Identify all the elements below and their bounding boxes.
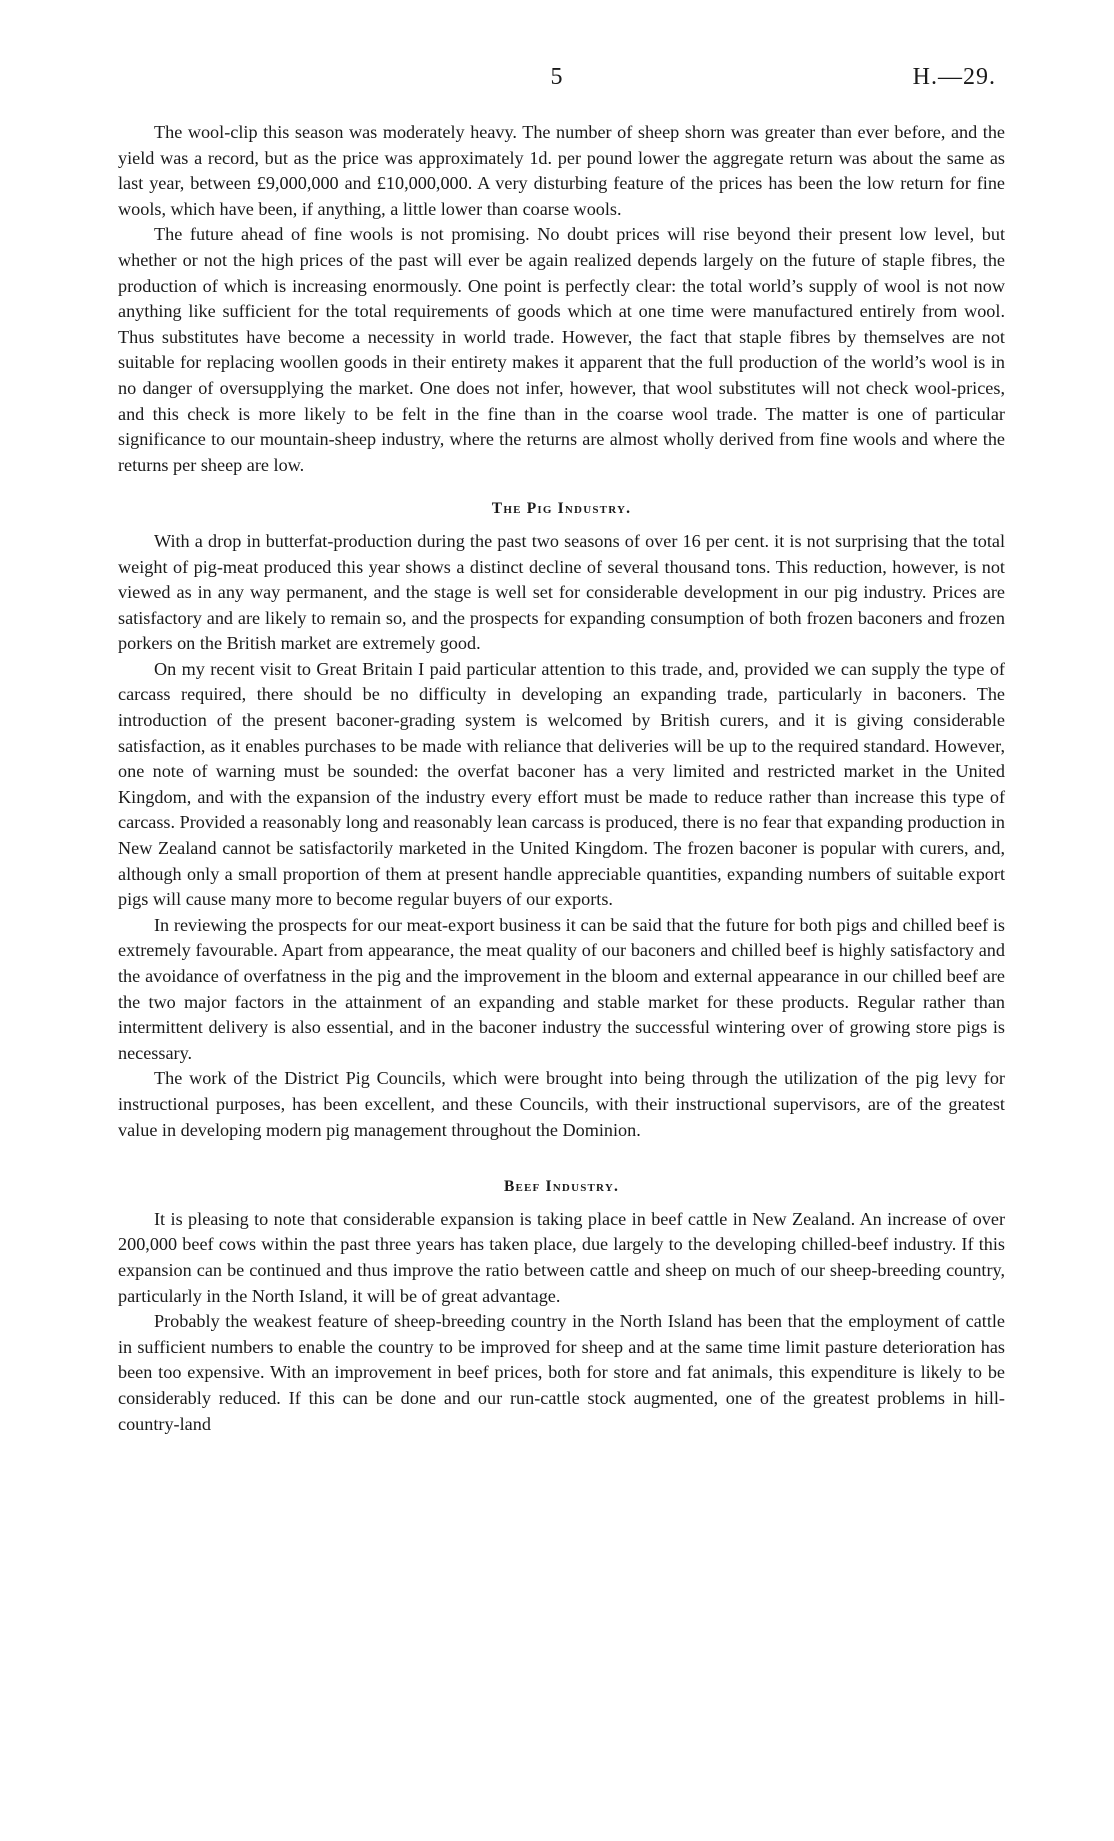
paragraph: It is pleasing to note that considerable expansion is taking place in beef cattle in New Zealand. An increase of over 200,000 beef cows within the past three years has taken place, due largely to the developing chilled-beef industry. If this expansion can be continued and thus improve the ratio between cattle and sheep on much of our sheep-breeding country, particularly in the North Island, it will be of great advantage. <box>118 1208 1005 1306</box>
body-text <box>118 120 1005 1437</box>
paragraph: The work of the District Pig Councils, which were brought into being through the utilization of the pig levy for instructional purposes, has been excellent, and these Councils, with their instructional supervisors, are of the greatest value in developing modern pig management throughout the Dominion. <box>118 1068 1005 1140</box>
paragraph: On my recent visit to Great Britain I paid particular attention to this trade, and, provided we can supply the type of carcass required, there should be no difficulty in developing an expanding trade, particularly in baconers. The introduction of the present baconer-grading system is welcomed by British curers, and it is giving considerable satisfaction, as it enables purchases to be made with reliance that deliveries will be up to the required standard. However, one note of warning must be sounded: the overfat baconer has a very limited and restricted market in the United Kingdom, and with the expansion of the industry every effort must be made to reduce rather than increase this type of carcass. Provided a reasonably long and reasonably lean carcass is produced, there is no fear that expanding production in New Zealand cannot be satisfactorily marketed in the United Kingdom. The frozen baconer is popular with curers, and, although only a small proportion of them at present handle appreciable quantities, expanding numbers of suitable export pigs will cause many more to become regular buyers of our exports. <box>118 658 1005 910</box>
section-heading-pig-industry: The Pig Industry. <box>491 500 632 518</box>
section-heading-beef-industry: Beef Industry. <box>503 1178 620 1196</box>
paragraph: The wool-clip this season was moderately heavy. The number of sheep shorn was greater than ever before, and the yield was a record, but as the price was approximately 1d. per pound lower the aggregate return was about the same as last year, between £9,000,000 and £10,000,000. A very disturbing feature of the prices has been the low return for fine wools, which have been, if anything, a little lower than coarse wools. <box>118 122 1005 219</box>
paragraph: Probably the weakest feature of sheep-breeding country in the North Island has been that the employment of cattle in sufficient numbers to enable the country to be improved for sheep and at the same time limit pasture deterioration has been too expensive. With an improvement in beef prices, both for store and fat animals, this expenditure is likely to be considerably reduced. If this can be done and our run-cattle stock augmented, one of the greatest problems in hill-country-land <box>118 1311 1005 1434</box>
paragraph: In reviewing the prospects for our meat-export business it can be said that the future for both pigs and chilled beef is extremely favourable. Apart from appearance, the meat quality of our baconers and chilled beef is highly satisfactory and the avoidance of overfatness in the pig and the improvement in the bloom and external appearance in our chilled beef are the two major factors in the attainment of an expanding and stable market for these products. Regular rather than intermittent delivery is also essential, and in the baconer industry the successful wintering over of growing store pigs is necessary. <box>118 914 1005 1063</box>
paragraph: The future ahead of fine wools is not promising. No doubt prices will rise beyond their present low level, but whether or not the high prices of the past will ever be again realized depends largely on the future of staple fibres, the production of which is increasing enormously. One point is perfectly clear: the total world’s supply of wool is not now anything like sufficient for the total requirements of goods which at one time were manufactured entirely from wool. Thus substitutes have become a necessity in world trade. However, the fact that staple fibres by themselves are not suitable for replacing woollen goods in their entirety makes it apparent that the full production of the world’s wool is in no danger of oversupplying the market. One does not infer, however, that wool substitutes will not check wool-prices, and this check is more likely to be felt in the fine than in the coarse wool trade. The matter is one of particular significance to our mountain-sheep industry, where the returns are almost wholly derived from fine wools and where the returns per sheep are low. <box>118 224 1005 475</box>
page-number: 5 <box>550 64 564 90</box>
document-reference: H.—29. <box>912 64 996 90</box>
paragraph: With a drop in butterfat-production during the past two seasons of over 16 per cent. it is not surprising that the total weight of pig-meat produced this year shows a distinct decline of several thousand tons. This reduction, however, is not viewed as in any way permanent, and the stage is well set for considerable development in our pig industry. Prices are satisfactory and are likely to remain so, and the prospects for expanding consumption of both frozen baconers and frozen porkers on the British market are extremely good. <box>118 530 1005 654</box>
